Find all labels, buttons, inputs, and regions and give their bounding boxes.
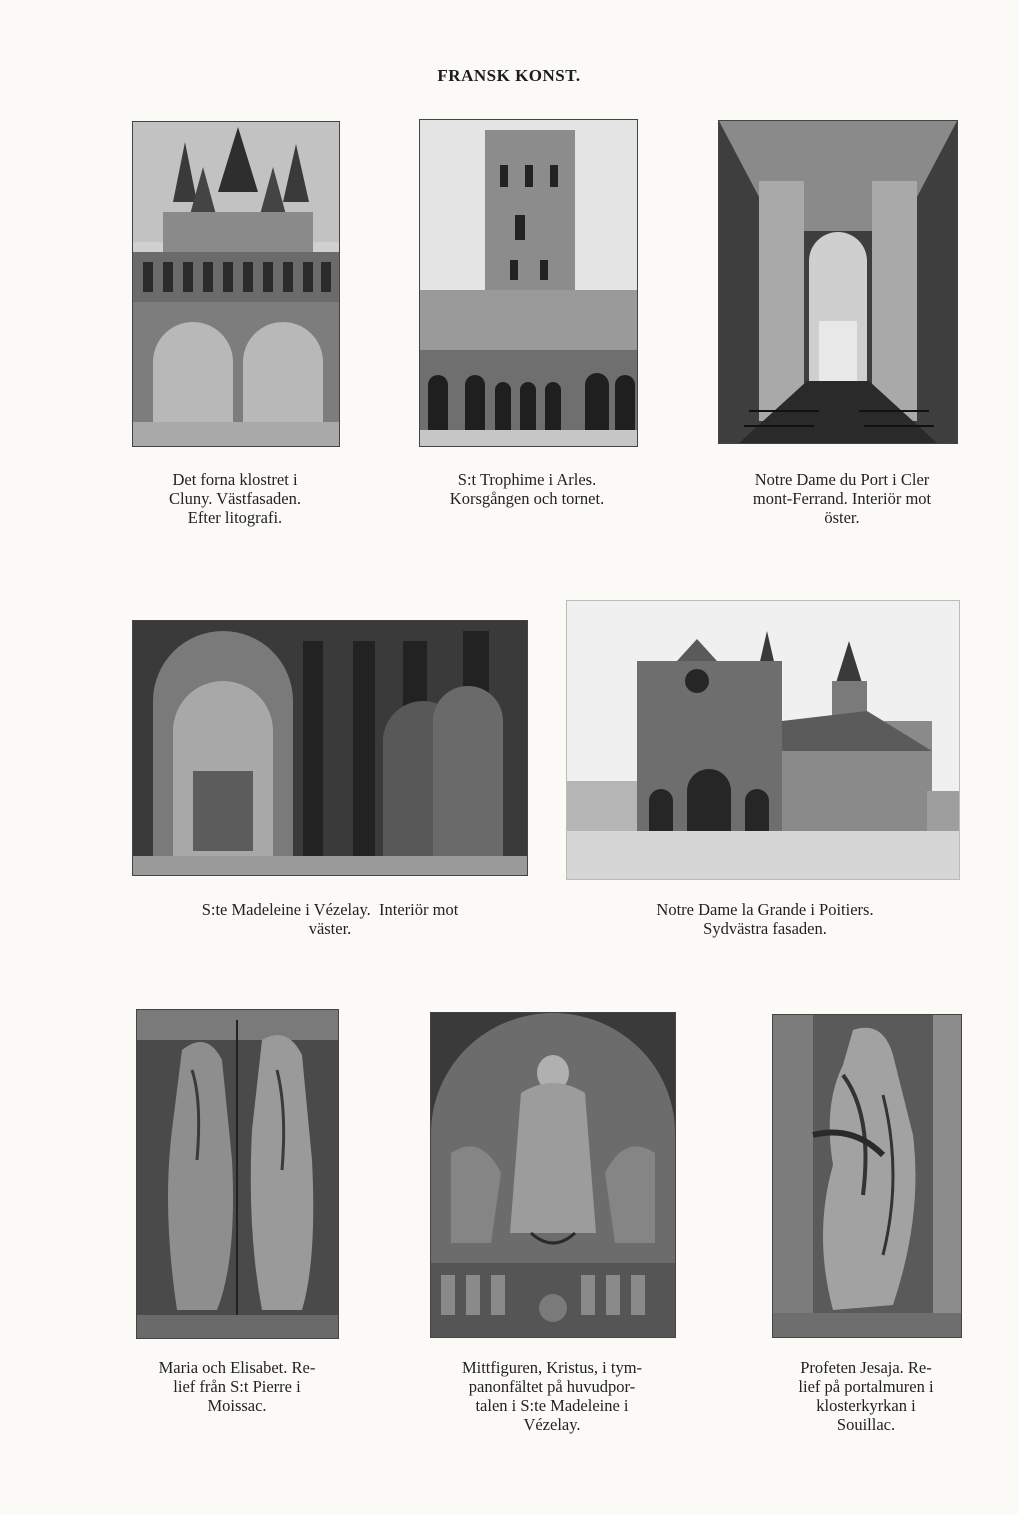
caption-jesaja	[758, 1358, 974, 1434]
caption-line: mont-Ferrand. Interiör mot	[752, 489, 932, 508]
caption-line: Mittfiguren, Kristus, i tym-	[461, 1358, 643, 1377]
caption-arles	[412, 470, 642, 508]
plate-image-vezelay	[132, 620, 528, 876]
caption-line: talen i S:te Madeleine i	[475, 1396, 629, 1415]
caption-line: Moissac.	[207, 1396, 267, 1415]
plate-image-jesaja	[772, 1014, 962, 1338]
caption-line: Notre Dame la Grande i Poitiers.	[656, 900, 874, 919]
caption-line: klosterkyrkan i	[816, 1396, 916, 1415]
plate-image-moissac	[136, 1009, 339, 1339]
caption-line: Sydvästra fasaden.	[703, 919, 827, 938]
plate-image-arles	[419, 119, 638, 447]
caption-kristus	[424, 1358, 680, 1434]
caption-line: Notre Dame du Port i Cler	[754, 470, 930, 489]
plate-image-kristus	[430, 1012, 676, 1338]
caption-line: Efter litografi.	[187, 508, 283, 527]
caption-line: lief från S:t Pierre i	[173, 1377, 301, 1396]
caption-line: Det forna klostret i	[172, 470, 298, 489]
caption-line: Maria och Elisabet. Re-	[158, 1358, 316, 1377]
caption-line: Profeten Jesaja. Re-	[800, 1358, 932, 1377]
caption-cluny	[120, 470, 350, 527]
plate-image-poitiers	[566, 600, 960, 880]
caption-line: Cluny. Västfasaden.	[169, 489, 301, 508]
caption-line: Vézelay.	[523, 1415, 581, 1434]
caption-line: Souillac.	[836, 1415, 896, 1434]
caption-line: S:t Trophime i Arles.	[457, 470, 597, 489]
page-title: FRANSK KONST.	[437, 66, 581, 85]
caption-line: Korsgången och tornet.	[449, 489, 605, 508]
caption-line: öster.	[824, 508, 860, 527]
plate-image-cluny	[132, 121, 340, 447]
caption-poitiers	[590, 900, 940, 938]
caption-line: panonfältet på huvudpor-	[468, 1377, 636, 1396]
plate-image-clermont	[718, 120, 958, 444]
caption-line: S:te Madeleine i Vézelay. Interiör mot	[201, 900, 459, 919]
caption-clermont	[716, 470, 968, 527]
caption-vezelay	[140, 900, 520, 938]
caption-moissac	[128, 1358, 346, 1415]
caption-line: lief på portalmuren i	[798, 1377, 934, 1396]
caption-line: väster.	[308, 919, 352, 938]
